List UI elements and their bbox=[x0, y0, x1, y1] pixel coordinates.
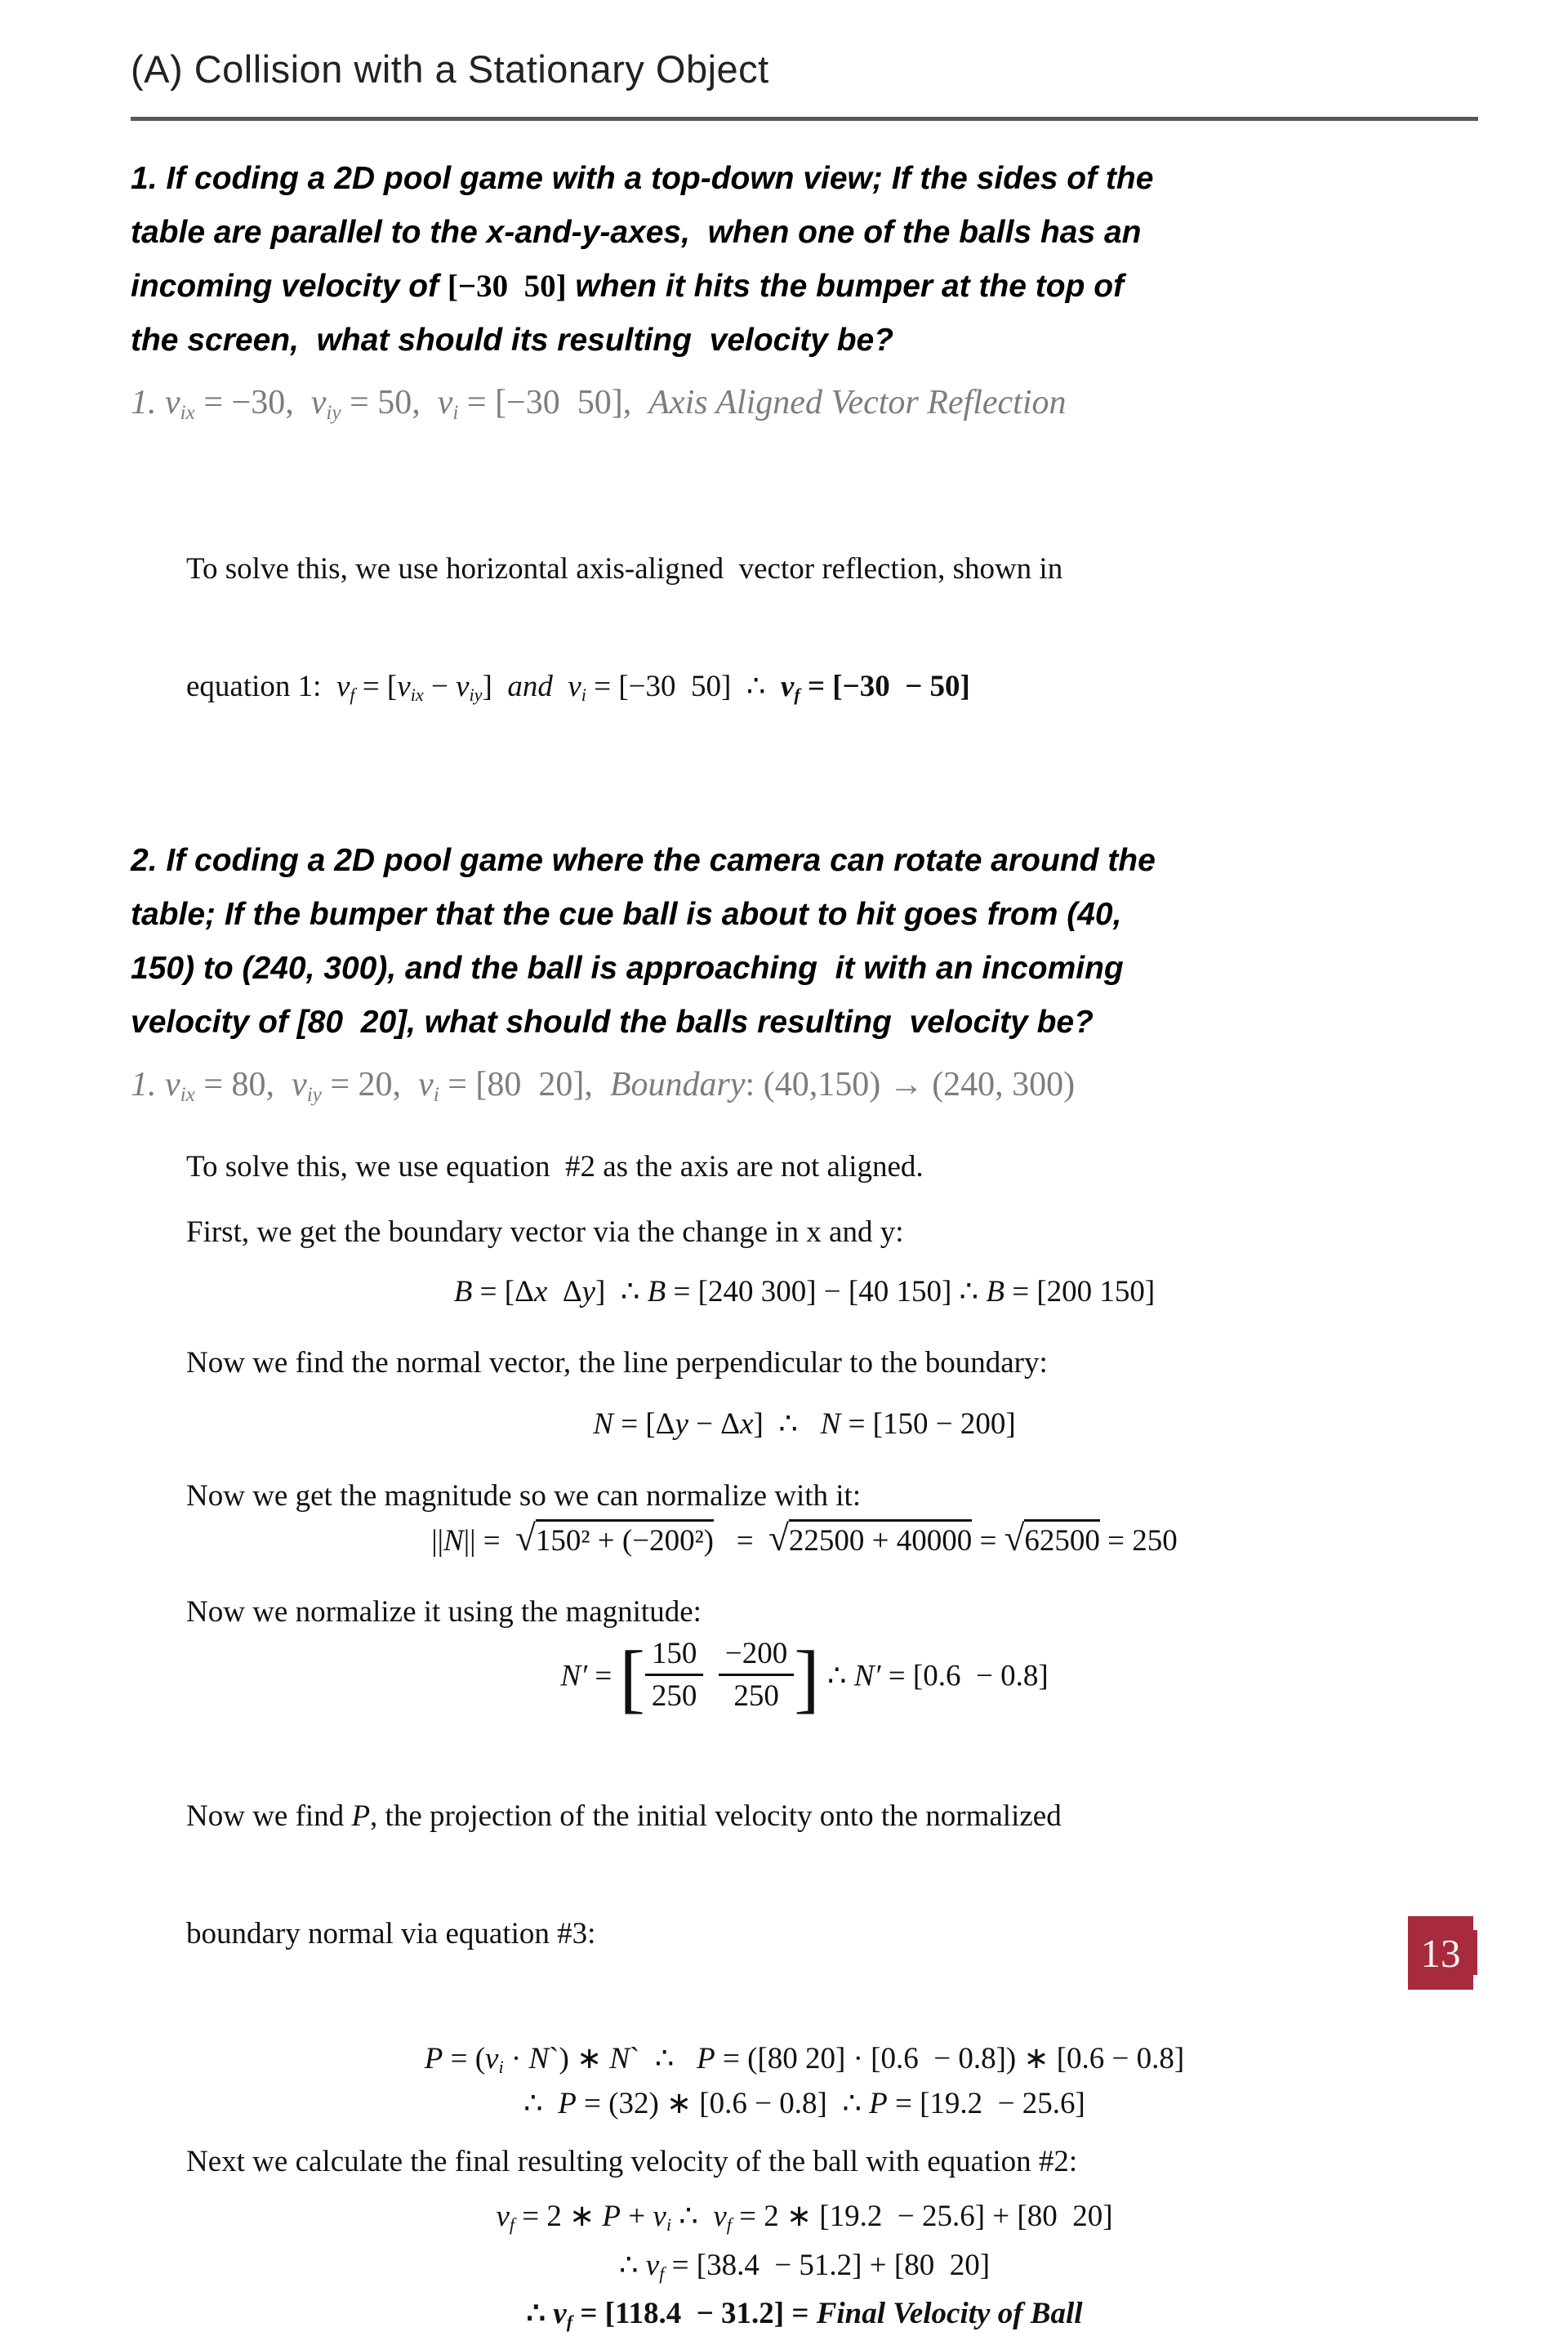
eq-token bbox=[703, 1659, 719, 1692]
eq-token: v bbox=[456, 670, 470, 703]
eq-token: = 50, bbox=[341, 384, 438, 421]
q2-step-7: Next we calculate the final resulting velocity of the ball with equation #2: bbox=[186, 2145, 1078, 2179]
eq-token: P bbox=[558, 2087, 577, 2121]
q2-step-1: To solve this, we use equation #2 as the axis are not aligned. bbox=[186, 1150, 924, 1184]
fraction-denominator: 250 bbox=[733, 1679, 779, 1714]
eq-token: v bbox=[397, 670, 411, 703]
eq-token: i bbox=[666, 2214, 672, 2236]
eq-token: v bbox=[336, 670, 350, 703]
eq-token: ∴ bbox=[618, 2248, 646, 2282]
eq-token: = [150 − 200] bbox=[840, 1407, 1016, 1441]
eq-token: = (32) ∗ [0.6 − 0.8] ∴ bbox=[576, 2087, 870, 2121]
eq-token: = [38.4 − 51.2] + [80 20] bbox=[664, 2248, 991, 2282]
equation-normalized bbox=[131, 1635, 1478, 1721]
question-1-line4: the screen, what should its resulting velocity be? bbox=[131, 323, 894, 358]
eq-token: √ bbox=[515, 1518, 536, 1559]
q1-solution-line1: To solve this, we use horizontal axis-aligned vector reflection, shown in bbox=[186, 552, 1063, 586]
q2-step-6-line2: boundary normal via equation #3: bbox=[186, 1916, 596, 1950]
eq-token: B bbox=[647, 1275, 666, 1308]
eq-token: ] bbox=[794, 1635, 820, 1721]
equation-final-velocity-1 bbox=[131, 2195, 1478, 2239]
eq-token: f bbox=[726, 2214, 732, 2236]
equation-final-velocity-result bbox=[131, 2292, 1478, 2336]
question-2-line3: 150) to (240, 300), and the ball is approaching it with an incoming bbox=[131, 951, 1124, 986]
q2-step-4: Now we get the magnitude so we can normalize with it: bbox=[186, 1479, 862, 1513]
eq-token bbox=[553, 670, 568, 703]
eq-token: v bbox=[568, 670, 581, 703]
question-1-line3 bbox=[131, 260, 1478, 314]
eq-token: √ bbox=[1004, 1518, 1025, 1559]
eq-token: i bbox=[581, 684, 586, 706]
fraction-numerator: 150 bbox=[645, 1637, 704, 1676]
eq-token: = 250 bbox=[1099, 1524, 1178, 1558]
eq-token: Final Velocity of Ball bbox=[816, 2297, 1083, 2331]
eq-token: = 2 ∗ [19.2 − 25.6] + [80 20] bbox=[731, 2200, 1113, 2234]
equation-projection-2 bbox=[131, 2082, 1478, 2126]
eq-token: x bbox=[533, 1275, 548, 1308]
eq-token: = [Δ bbox=[472, 1275, 534, 1308]
page-number-badge-tab bbox=[1473, 1930, 1477, 1975]
eq-token: N′ bbox=[560, 1659, 588, 1693]
question-2-line4: velocity of [80 20], what should the balls resulting velocity be? bbox=[131, 1005, 1094, 1040]
question-2-line2: table; If the bumper that the cue ball is about to hit goes from (40, bbox=[131, 897, 1122, 932]
eq-token: = [−30 50], bbox=[458, 384, 649, 421]
eq-token: , the projection of the initial velocity onto the normalized bbox=[370, 1799, 1062, 1833]
eq-token: v bbox=[437, 384, 453, 421]
eq-token: = [200 150] bbox=[1004, 1275, 1156, 1308]
question-1 bbox=[131, 152, 1478, 368]
eq-token: N bbox=[593, 1407, 613, 1441]
eq-token: = [Δ bbox=[612, 1407, 675, 1441]
eq-token: incoming velocity of bbox=[131, 269, 448, 304]
eq-token: P bbox=[602, 2200, 621, 2234]
eq-token: = [0.6 − 0.8] bbox=[880, 1659, 1049, 1693]
eq-token: v bbox=[292, 1066, 307, 1103]
eq-token: and bbox=[507, 670, 553, 703]
eq-token: Now we find bbox=[186, 1799, 352, 1833]
eq-token: = 2 ∗ bbox=[514, 2200, 603, 2234]
eq-token: Axis Aligned Vector Reflection bbox=[648, 384, 1067, 421]
fraction-numerator: −200 bbox=[719, 1637, 794, 1676]
eq-token: 1. v bbox=[131, 1066, 180, 1103]
eq-token: = bbox=[587, 1659, 620, 1693]
eq-token: v bbox=[653, 2200, 666, 2234]
eq-token bbox=[719, 1637, 794, 1714]
eq-token: ] bbox=[482, 670, 508, 703]
eq-token: iy bbox=[306, 1084, 322, 1107]
eq-token: y bbox=[581, 1275, 596, 1308]
eq-token: ∴ bbox=[671, 2200, 714, 2234]
eq-token: = ([80 20] · [0.6 − 0.8]) ∗ [0.6 − 0.8] bbox=[715, 2041, 1185, 2075]
eq-token: N bbox=[609, 2041, 630, 2075]
eq-token: ` ∴ bbox=[630, 2041, 697, 2075]
eq-token: = ( bbox=[443, 2041, 486, 2075]
eq-token: v bbox=[553, 2297, 567, 2331]
eq-token: B bbox=[453, 1275, 473, 1308]
eq-token: [ bbox=[619, 1635, 645, 1721]
eq-token: = [80 20], bbox=[439, 1066, 610, 1103]
eq-token: equation 1: bbox=[186, 670, 336, 703]
eq-token: ∴ bbox=[819, 1659, 854, 1693]
question-1-line2: table are parallel to the x-and-y-axes, when one of the balls has an bbox=[131, 215, 1142, 250]
eq-token: v bbox=[780, 670, 795, 703]
eq-token: v bbox=[310, 384, 327, 421]
question-2-line1: 2. If coding a 2D pool game where the camera can rotate around the bbox=[131, 843, 1156, 878]
eq-token: f bbox=[794, 684, 800, 706]
eq-token: i bbox=[452, 402, 459, 425]
eq-token: ix bbox=[180, 402, 195, 425]
question-2 bbox=[131, 834, 1478, 1050]
question-1-line1: 1. If coding a 2D pool game with a top-down view; If the sides of the bbox=[131, 161, 1154, 196]
q2-step-2: First, we get the boundary vector via the change in x and y: bbox=[186, 1215, 904, 1249]
question-1-given bbox=[131, 379, 1478, 426]
equation-boundary bbox=[131, 1270, 1478, 1314]
eq-token: 62500 bbox=[1024, 1519, 1100, 1558]
eq-token: [−30 50] bbox=[447, 269, 567, 304]
question-2-given bbox=[131, 1061, 1478, 1108]
q2-step-6-line1 bbox=[186, 1797, 1478, 1836]
equation-magnitude bbox=[131, 1519, 1478, 1563]
eq-token: = bbox=[972, 1524, 1004, 1558]
page-title: (A) Collision with a Stationary Object bbox=[131, 45, 1478, 121]
eq-token: = [−30 50] ∴ bbox=[586, 670, 781, 703]
q1-solution-line2 bbox=[186, 667, 1478, 707]
eq-token: 22500 + 40000 bbox=[789, 1519, 972, 1558]
eq-token: i bbox=[498, 2057, 504, 2077]
eq-token: N bbox=[820, 1407, 841, 1441]
eq-token: f bbox=[566, 2311, 573, 2333]
eq-token: x bbox=[740, 1407, 754, 1441]
equation-final-velocity-2 bbox=[131, 2244, 1478, 2288]
eq-token: 150² + (−200²) bbox=[536, 1519, 714, 1558]
eq-token: N′ bbox=[853, 1659, 881, 1693]
eq-token: v bbox=[485, 2041, 499, 2075]
eq-token: ] ∴ bbox=[753, 1407, 821, 1441]
eq-token: N bbox=[528, 2041, 550, 2075]
eq-token: ∴ bbox=[526, 2297, 554, 2331]
eq-token: = 80, bbox=[194, 1066, 292, 1103]
eq-token: f bbox=[350, 684, 355, 706]
eq-token: ] ∴ bbox=[595, 1275, 648, 1308]
eq-token: − bbox=[423, 670, 457, 703]
page-number: 13 bbox=[1420, 1930, 1461, 1976]
eq-token: ix bbox=[180, 1084, 195, 1107]
eq-token: y bbox=[675, 1407, 688, 1441]
eq-token: √ bbox=[768, 1518, 789, 1559]
eq-token: B bbox=[986, 1275, 1004, 1308]
eq-token bbox=[645, 1637, 704, 1714]
eq-token: = [240 300] − [40 150] ∴ bbox=[666, 1275, 987, 1308]
eq-token: f bbox=[659, 2262, 665, 2284]
page-number-badge bbox=[1408, 1916, 1473, 1990]
eq-token: P bbox=[869, 2087, 888, 2121]
eq-token: P bbox=[424, 2041, 443, 2075]
eq-token: = bbox=[713, 1524, 769, 1558]
eq-token: Boundary bbox=[609, 1066, 746, 1103]
eq-token: i bbox=[433, 1084, 439, 1107]
eq-token: P bbox=[351, 1799, 371, 1833]
eq-token: iy bbox=[326, 402, 341, 425]
eq-token: 1. v bbox=[131, 384, 180, 421]
eq-token: ix bbox=[410, 684, 424, 706]
q2-step-5: Now we normalize it using the magnitude: bbox=[186, 1594, 702, 1629]
eq-token: P bbox=[697, 2041, 715, 2075]
q2-step-6 bbox=[186, 1719, 1478, 2032]
eq-token: + bbox=[621, 2200, 653, 2234]
eq-token: − Δ bbox=[688, 1407, 741, 1441]
eq-token: iy bbox=[469, 684, 483, 706]
question-1-solution bbox=[186, 471, 1478, 785]
eq-token: = [118.4 − 31.2] = bbox=[572, 2297, 817, 2331]
eq-token: `) ∗ bbox=[549, 2041, 610, 2075]
eq-token: when it hits the bumper at the top of bbox=[566, 269, 1125, 304]
equation-projection-1 bbox=[131, 2037, 1478, 2081]
eq-token: = [ bbox=[354, 670, 398, 703]
eq-token: = [−30 − 50] bbox=[800, 670, 970, 703]
eq-token: = −30, bbox=[194, 384, 311, 421]
eq-token: v bbox=[645, 2248, 660, 2282]
eq-token: ∴ bbox=[523, 2087, 559, 2121]
eq-token: · bbox=[503, 2041, 529, 2075]
eq-token: Δ bbox=[547, 1275, 582, 1308]
eq-token: || bbox=[431, 1524, 444, 1558]
eq-token: v bbox=[496, 2200, 510, 2234]
eq-token: v bbox=[418, 1066, 434, 1103]
fraction-denominator: 250 bbox=[651, 1679, 697, 1714]
eq-token: f bbox=[509, 2214, 515, 2236]
eq-token: = [19.2 − 25.6] bbox=[887, 2087, 1085, 2121]
q2-step-3: Now we find the normal vector, the line perpendicular to the boundary: bbox=[186, 1345, 1048, 1380]
eq-token: v bbox=[713, 2200, 727, 2234]
eq-token: : (40,150) → (240, 300) bbox=[745, 1066, 1076, 1103]
eq-token: N bbox=[443, 1524, 464, 1558]
equation-normal bbox=[131, 1402, 1478, 1447]
eq-token: = 20, bbox=[321, 1066, 419, 1103]
eq-token: || = bbox=[463, 1524, 516, 1558]
